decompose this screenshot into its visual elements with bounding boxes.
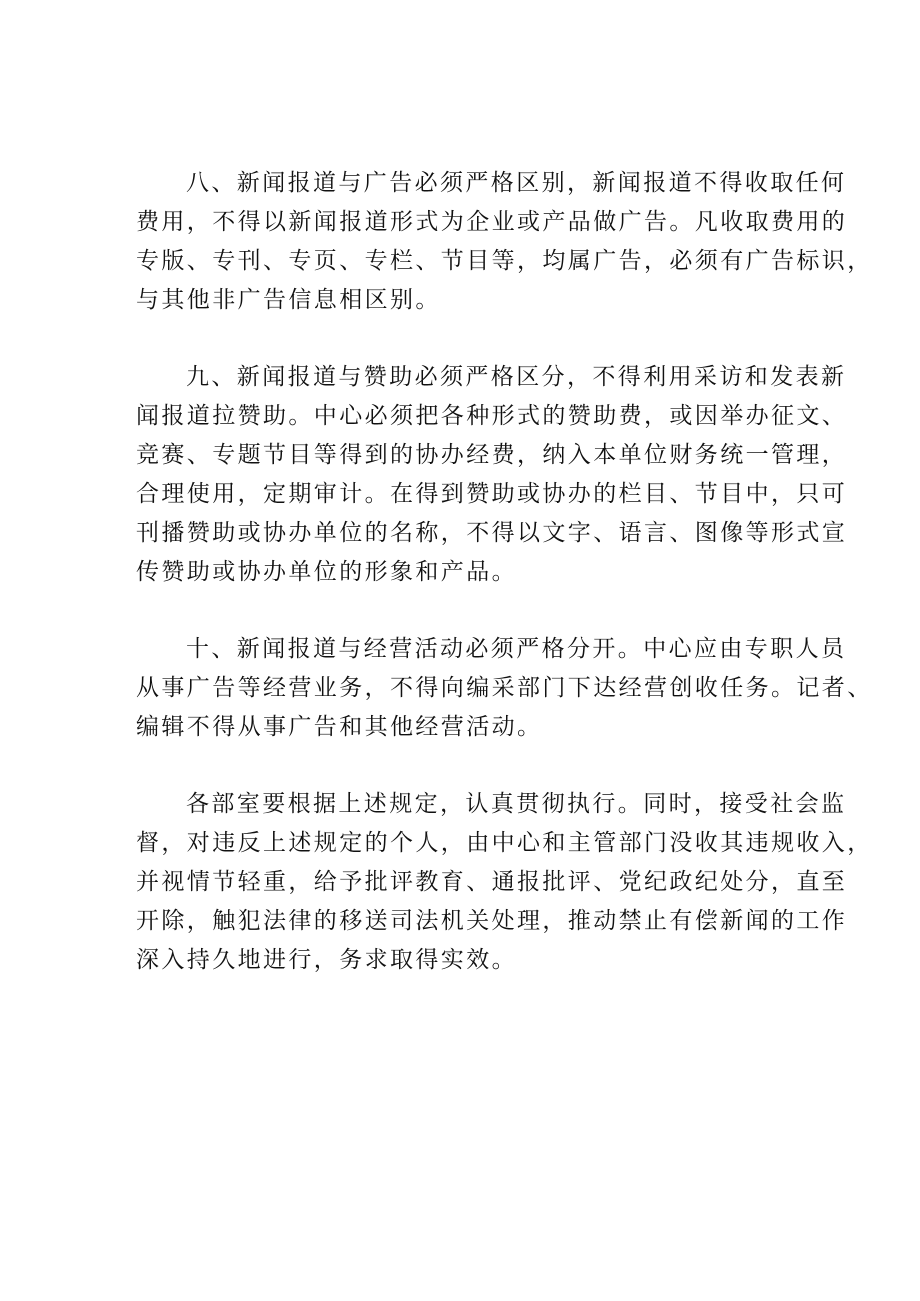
paragraph-line: 开除，触犯法律的移送司法机关处理，推动禁止有偿新闻的工作: [136, 908, 848, 934]
paragraph-line: 编辑不得从事广告和其他经营活动。: [136, 714, 543, 740]
paragraph-line: 专版、专刊、专页、专栏、节目等，均属广告，必须有广告标识，: [136, 248, 873, 274]
paragraph-line: 与其他非广告信息相区别。: [136, 287, 441, 313]
paragraph-line: 督，对违反上述规定的个人，由中心和主管部门没收其违规收入，: [136, 830, 873, 856]
paragraph-line: 并视情节轻重，给予批评教育、通报批评、党纪政纪处分，直至: [136, 869, 848, 895]
paragraph-line: 刊播赞助或协办单位的名称，不得以文字、语言、图像等形式宣: [136, 520, 848, 546]
paragraph-item-8: [136, 164, 873, 320]
paragraph-line: 八、新闻报道与广告必须严格区别，新闻报道不得收取任何: [186, 170, 847, 196]
document-body: [136, 164, 873, 980]
paragraph-line: 费用，不得以新闻报道形式为企业或产品做广告。凡收取费用的: [136, 209, 848, 235]
paragraph-line: 从事广告等经营业务，不得向编采部门下达经营创收任务。记者、: [136, 675, 873, 701]
paragraph-item-closing: [136, 785, 873, 980]
paragraph-line: 各部室要根据上述规定，认真贯彻执行。同时，接受社会监: [186, 791, 847, 817]
paragraph-line: 合理使用，定期审计。在得到赞助或协办的栏目、节目中，只可: [136, 481, 848, 507]
paragraph-item-9: [136, 358, 848, 592]
paragraph-line: 十、新闻报道与经营活动必须严格分开。中心应由专职人员: [186, 636, 847, 662]
paragraph-line: 深入持久地进行，务求取得实效。: [136, 947, 517, 973]
paragraph-item-10: [136, 630, 873, 747]
paragraph-line: 传赞助或协办单位的形象和产品。: [136, 559, 517, 585]
paragraph-line: 竞赛、专题节目等得到的协办经费，纳入本单位财务统一管理，: [136, 442, 848, 468]
paragraph-line: 闻报道拉赞助。中心必须把各种形式的赞助费，或因举办征文、: [136, 403, 848, 429]
paragraph-line: 九、新闻报道与赞助必须严格区分，不得利用采访和发表新: [186, 364, 847, 390]
